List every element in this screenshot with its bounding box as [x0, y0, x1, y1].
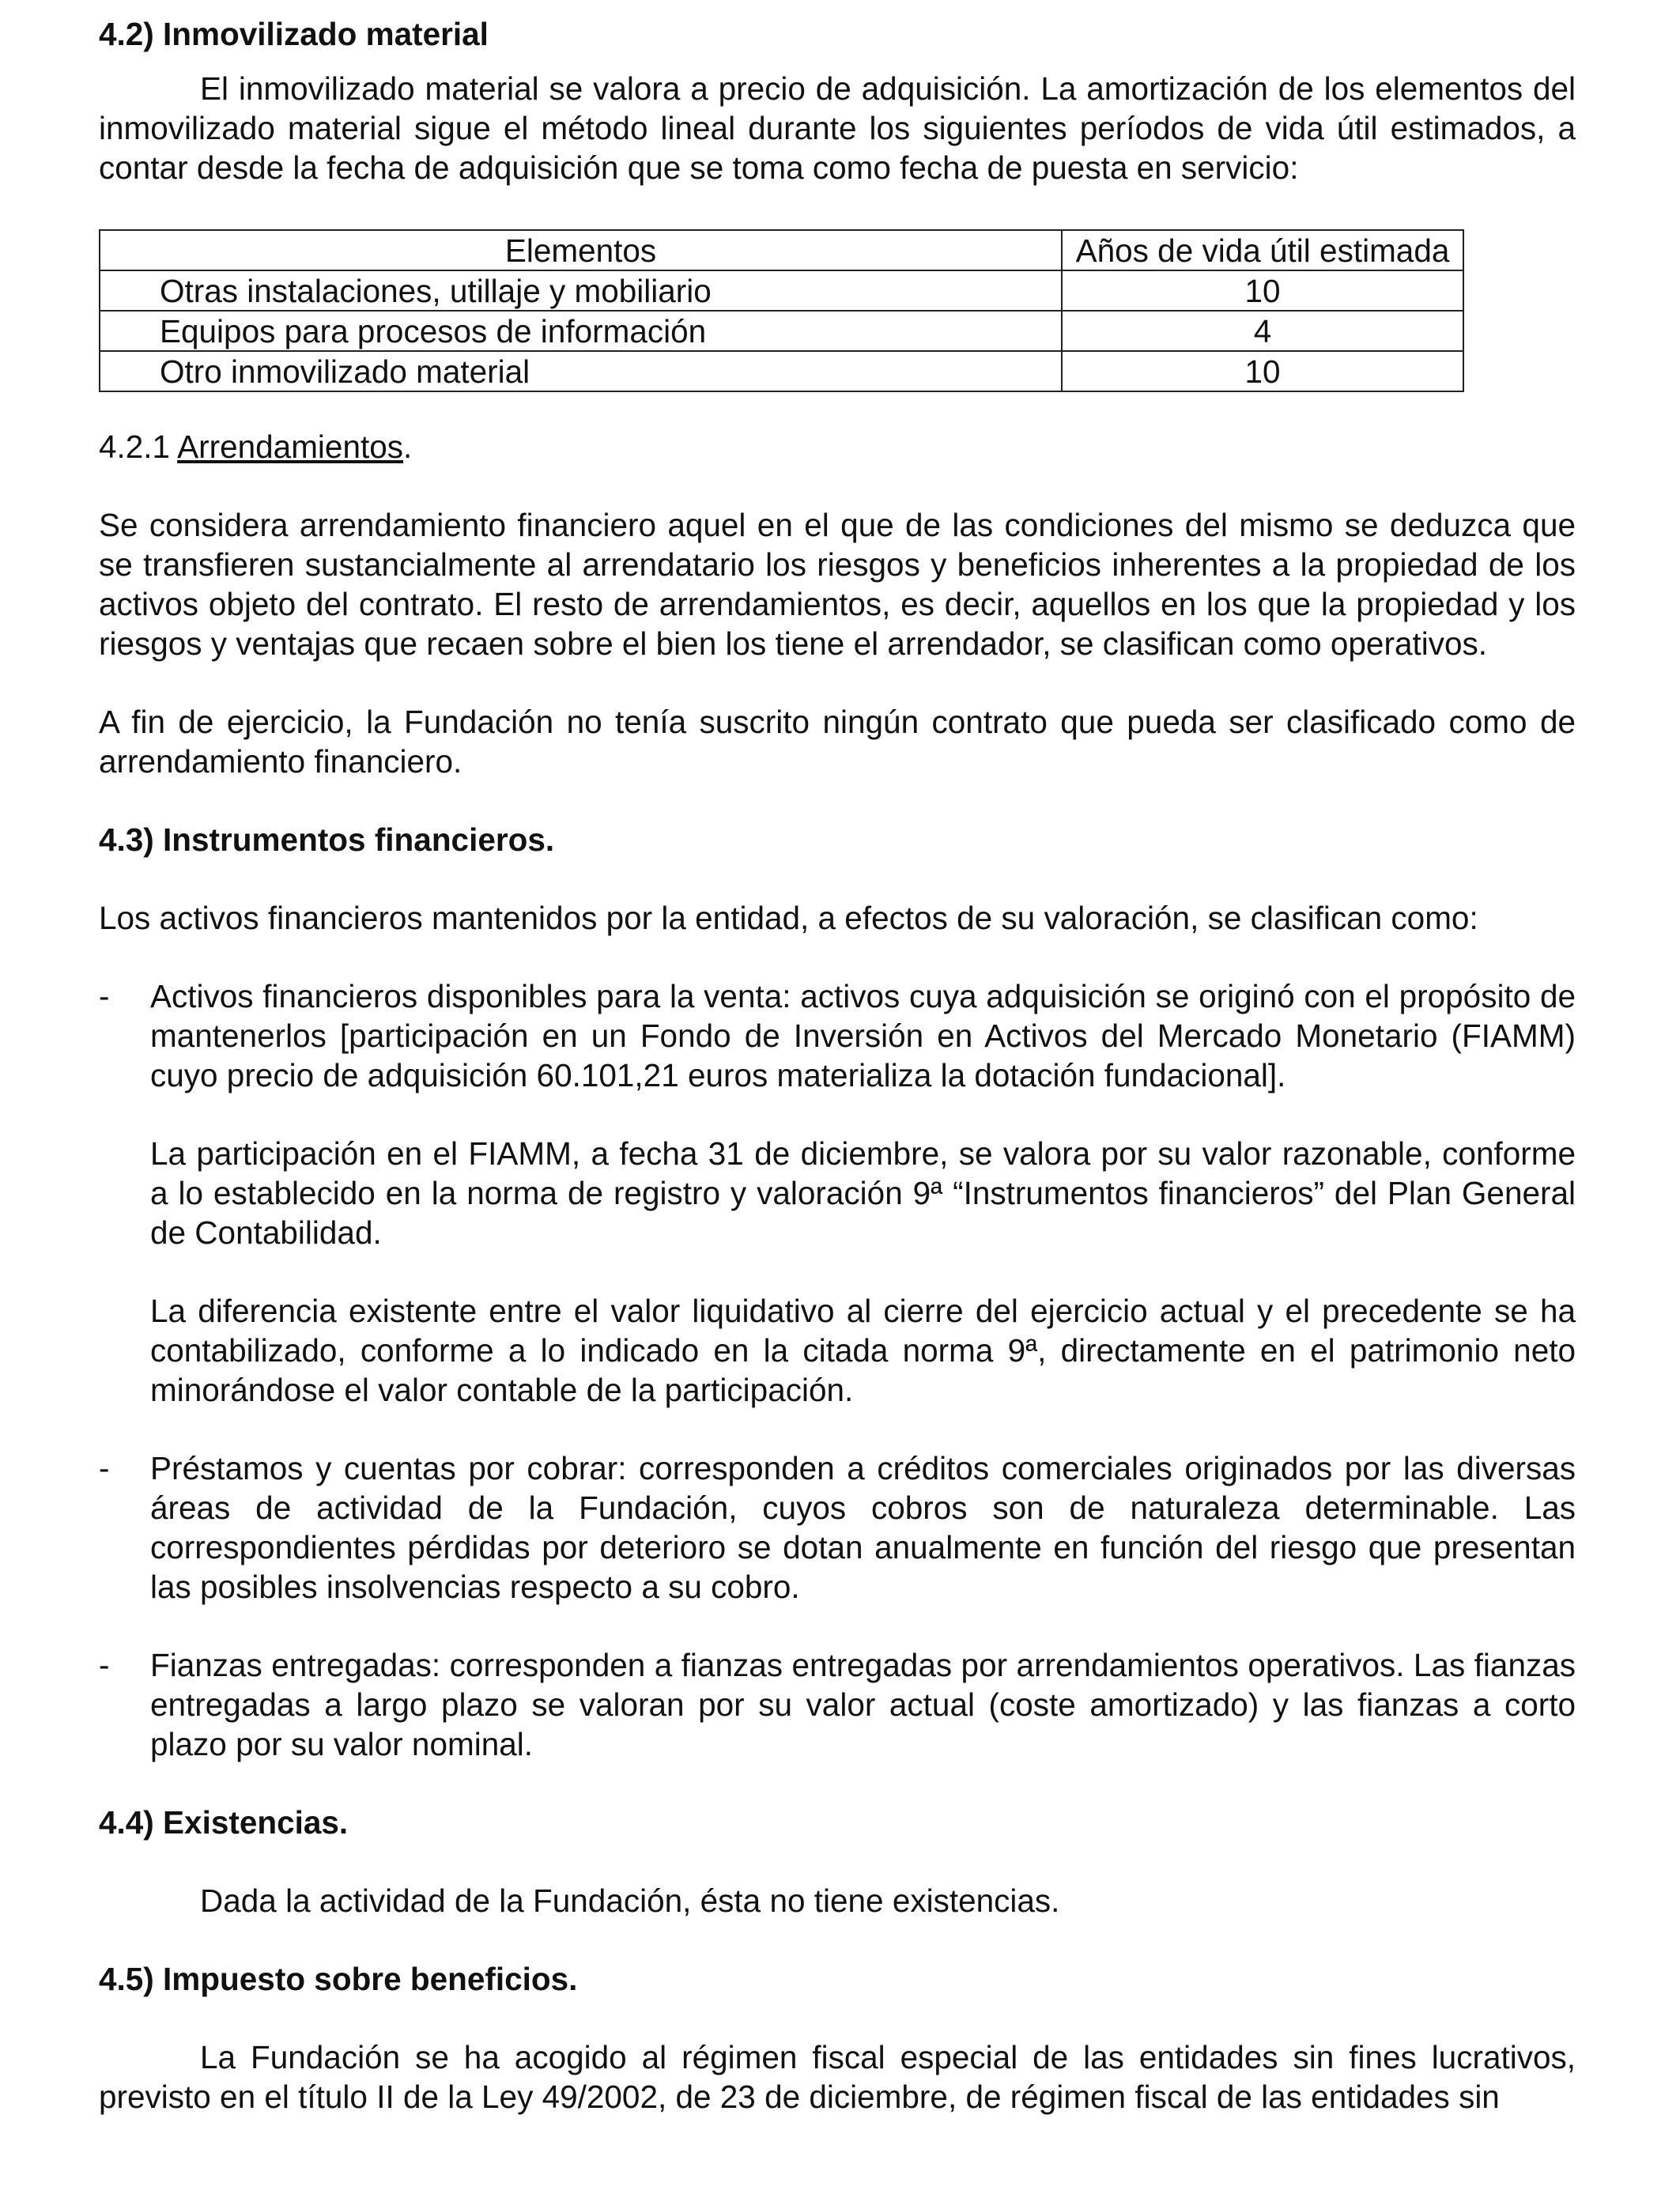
- subheading-period: .: [403, 429, 413, 465]
- table-cell-element: Equipos para procesos de información: [100, 311, 1062, 351]
- subheading-arrendamientos: [99, 427, 1576, 466]
- paragraph-arrendamiento-definicion: Se considera arrendamiento financiero aquel en el que de las condiciones del mismo se deduzca que se transfieren sustancialmente al arrendatario los riesgos y beneficios inherentes a la propiedad de los activos objeto del contrato. El resto de arrendamientos, es decir, aquellos en los que la propiedad y los riesgos y ventajas que recaen sobre el bien los tiene el arrendador, se clasifican como operativos.: [99, 507, 1576, 662]
- paragraph-impuesto: La Fundación se ha acogido al régimen fiscal especial de las entidades sin fines lucrativos, previsto en el título II de la Ley 49/2002, de 23 de diciembre, de régimen fiscal de las entidades sin: [99, 2039, 1576, 2115]
- table-row: [100, 270, 1463, 311]
- table-cell-element: Otras instalaciones, utillaje y mobiliario: [100, 270, 1062, 311]
- paragraph-activos-disponibles: Activos financieros disponibles para la venta: activos cuya adquisición se originó con el propósito de mantenerlos [participación en un Fondo de Inversión en Activos del Mercado Monetario (FIAMM) cuyo precio de adquisición 60.101,21 euros materializa la dotación fundacional].: [150, 978, 1576, 1093]
- table-header-anos: Años de vida útil estimada: [1062, 230, 1463, 270]
- bullet-dash: -: [99, 1647, 110, 1683]
- list-item: [99, 1645, 1576, 1764]
- paragraph-fianzas: Fianzas entregadas: corresponden a fianzas entregadas por arrendamientos operativos. Las fianzas entregadas a largo plazo se valoran por su valor actual (coste amortizado) y las fianzas a corto plazo por su valor nominal.: [150, 1647, 1576, 1762]
- table-header-row: [100, 230, 1463, 270]
- table-row: [100, 311, 1463, 351]
- heading-impuesto-beneficios: 4.5) Impuesto sobre beneficios.: [99, 1961, 578, 1997]
- subheading-number: 4.2.1: [99, 429, 178, 465]
- document-page: [99, 14, 1576, 2117]
- bullet-dash: -: [99, 978, 110, 1014]
- table-header-elementos: Elementos: [100, 230, 1062, 270]
- paragraph-prestamos-cuentas: Préstamos y cuentas por cobrar: corresponden a créditos comerciales originados por las diversas áreas de actividad de la Fundación, cuyos cobros son de naturaleza determinable. Las correspondientes pérdidas por deterioro se dotan anualmente en función del riesgo que presentan las posibles insolvencias respecto a su cobro.: [150, 1450, 1576, 1605]
- table-cell-years: 4: [1062, 311, 1463, 351]
- paragraph-inmovilizado-intro: El inmovilizado material se valora a precio de adquisición. La amortización de los elementos del inmovilizado material sigue el método lineal durante los siguientes períodos de vida útil estimados, a contar desde la fecha de adquisición que se toma como fecha de puesta en servicio:: [99, 70, 1576, 186]
- table-row: [100, 351, 1463, 391]
- table-cell-element: Otro inmovilizado material: [100, 351, 1062, 391]
- list-item: [99, 976, 1576, 1095]
- paragraph-instrumentos-intro: Los activos financieros mantenidos por la entidad, a efectos de su valoración, se clasifican como:: [99, 900, 1478, 936]
- table-cell-years: 10: [1062, 351, 1463, 391]
- heading-inmovilizado-material: 4.2) Inmovilizado material: [99, 16, 489, 52]
- table-cell-years: 10: [1062, 270, 1463, 311]
- subheading-title: Arrendamientos: [177, 429, 404, 465]
- list-item: [99, 1448, 1576, 1607]
- heading-instrumentos-financieros: 4.3) Instrumentos financieros.: [99, 821, 555, 858]
- paragraph-arrendamiento-fin-ejercicio: A fin de ejercicio, la Fundación no tenía suscrito ningún contrato que pueda ser clasificado como de arrendamiento financiero.: [99, 704, 1576, 780]
- bullet-dash: -: [99, 1450, 110, 1486]
- heading-existencias: 4.4) Existencias.: [99, 1804, 349, 1841]
- paragraph-existencias: Dada la actividad de la Fundación, ésta no tiene existencias.: [200, 1882, 1060, 1919]
- paragraph-diferencia-valor: La diferencia existente entre el valor liquidativo al cierre del ejercicio actual y el precedente se ha contabilizado, conforme a lo indicado en la citada norma 9ª, directamente en el patrimonio neto minorándose el valor contable de la participación.: [150, 1293, 1576, 1408]
- useful-life-table: [99, 229, 1464, 392]
- paragraph-participacion-fiamm: La participación en el FIAMM, a fecha 31 de diciembre, se valora por su valor razonable, conforme a lo establecido en la norma de registro y valoración 9ª “Instrumentos financieros” del Plan General de Contabilidad.: [150, 1135, 1576, 1251]
